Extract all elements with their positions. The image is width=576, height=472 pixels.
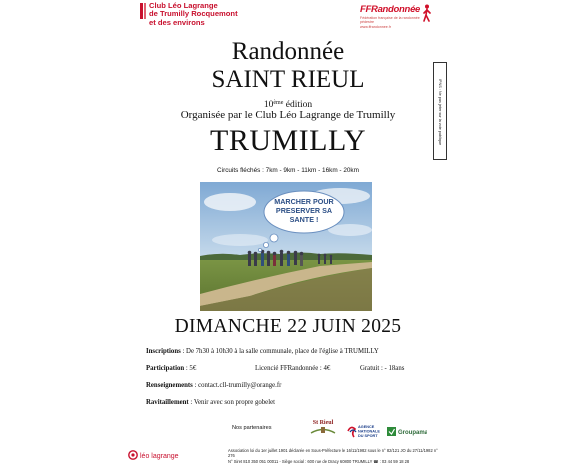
event-date: DIMANCHE 22 JUIN 2025 — [174, 316, 402, 337]
st-rieul-logo — [305, 416, 341, 436]
participation-value: : 5€ — [184, 365, 197, 372]
inscriptions-value: : De 7h30 à 10h30 à la salle communale, place de l'église à TRUMILLY — [180, 348, 379, 355]
agence-nationale-du-sport-logo — [347, 423, 385, 439]
club-leo-lagrange-logo — [140, 2, 300, 36]
bubble-line-1: MARCHER POUR — [274, 197, 334, 206]
inscriptions-label: Inscriptions — [146, 348, 181, 355]
ans-line-2: NATIONALE — [358, 429, 380, 434]
title-saint-rieul: SAINT RIEUL — [211, 66, 365, 93]
circuits-line: Circuits fléchés : 7km - 9km - 11km - 16km - 20km — [217, 167, 359, 174]
organiser-line: Organisée par le Club Léo Lagrange de Trumilly — [180, 109, 396, 121]
ffr-subtitle — [360, 16, 426, 29]
licence-price: Licencié FFRandonnée : 4€ — [255, 365, 331, 372]
ipns-side-note — [433, 62, 447, 160]
partners-label: Nos partenaires — [232, 425, 272, 431]
ipns-text: IPNS : Ne pas jeter sur la voie publique — [438, 78, 442, 146]
bubble-line-3: SANTE ! — [289, 215, 319, 224]
participation-label: Participation — [146, 365, 185, 372]
ffr-site: www.ffrandonnee.fr — [360, 24, 391, 29]
hikers-photo — [200, 182, 372, 311]
title-trumilly: TRUMILLY — [210, 124, 366, 157]
footer-line-2: N° Siret 810 350 051 00011 - Siège social : 600 rue de Dracy 60800 TRUMILLY ☎ : 03 44 59 18 28 — [228, 458, 410, 464]
club-name — [149, 2, 299, 27]
renseignements-value: : contact.cll-trumilly@orange.fr — [192, 382, 282, 389]
bubble-line-2: PRESERVER SA — [275, 206, 333, 215]
groupama-logo-icon — [387, 425, 427, 439]
edition-word: édition — [283, 100, 313, 110]
hikers-photo-illustration — [200, 182, 372, 311]
inscriptions-line — [146, 348, 379, 356]
ravitaillement-label: Ravitaillement — [146, 399, 189, 406]
footer-legal-text — [228, 448, 438, 464]
ravitaillement-value: : Venir avec son propre gobelet — [188, 399, 275, 406]
st-rieul-logo-icon — [305, 416, 341, 436]
title-randonnee: Randonnée — [231, 38, 345, 65]
ans-line-3: DU SPORT — [358, 434, 378, 438]
edition-suffix: ème — [273, 100, 284, 106]
club-logo-mark-icon — [140, 3, 146, 19]
ans-line-1: AGENCE — [358, 425, 375, 429]
club-name-line-2: de Trumilly Rocquemont — [149, 9, 238, 19]
free-under-18: Gratuit : - 18ans — [360, 365, 405, 372]
edition-number: 10 — [263, 100, 274, 110]
ffr-name: FFRandonnée — [360, 4, 421, 15]
st-rieul-text: St Rieul — [312, 420, 334, 426]
club-name-line-3: et des environs — [149, 17, 205, 27]
footer-line-1: Association loi du 1er juillet 1901 déclarée en Sous-Préfecture le 16/11/1982 sous le n° 82/121 JO du 27/11/1982 n° 276 — [228, 448, 438, 459]
footer-logo-text: léo lagrange — [140, 453, 179, 460]
hiker-icon — [422, 4, 432, 22]
renseignements-line — [146, 382, 281, 390]
footer-leo-lagrange-logo — [128, 448, 190, 462]
participation-line — [146, 365, 196, 373]
ravitaillement-line — [146, 399, 275, 407]
ffr-subtitle-line: Fédération française de la randonnée pédestre — [360, 16, 420, 25]
ans-logo-icon — [347, 423, 385, 439]
footer-logo-icon — [128, 448, 190, 462]
groupama-text: Groupama — [398, 430, 427, 436]
renseignements-label: Renseignements — [146, 382, 193, 389]
ffrandonnee-logo — [360, 4, 440, 34]
groupama-logo — [387, 425, 427, 439]
club-name-line-1: Club Léo Lagrange — [149, 1, 218, 10]
